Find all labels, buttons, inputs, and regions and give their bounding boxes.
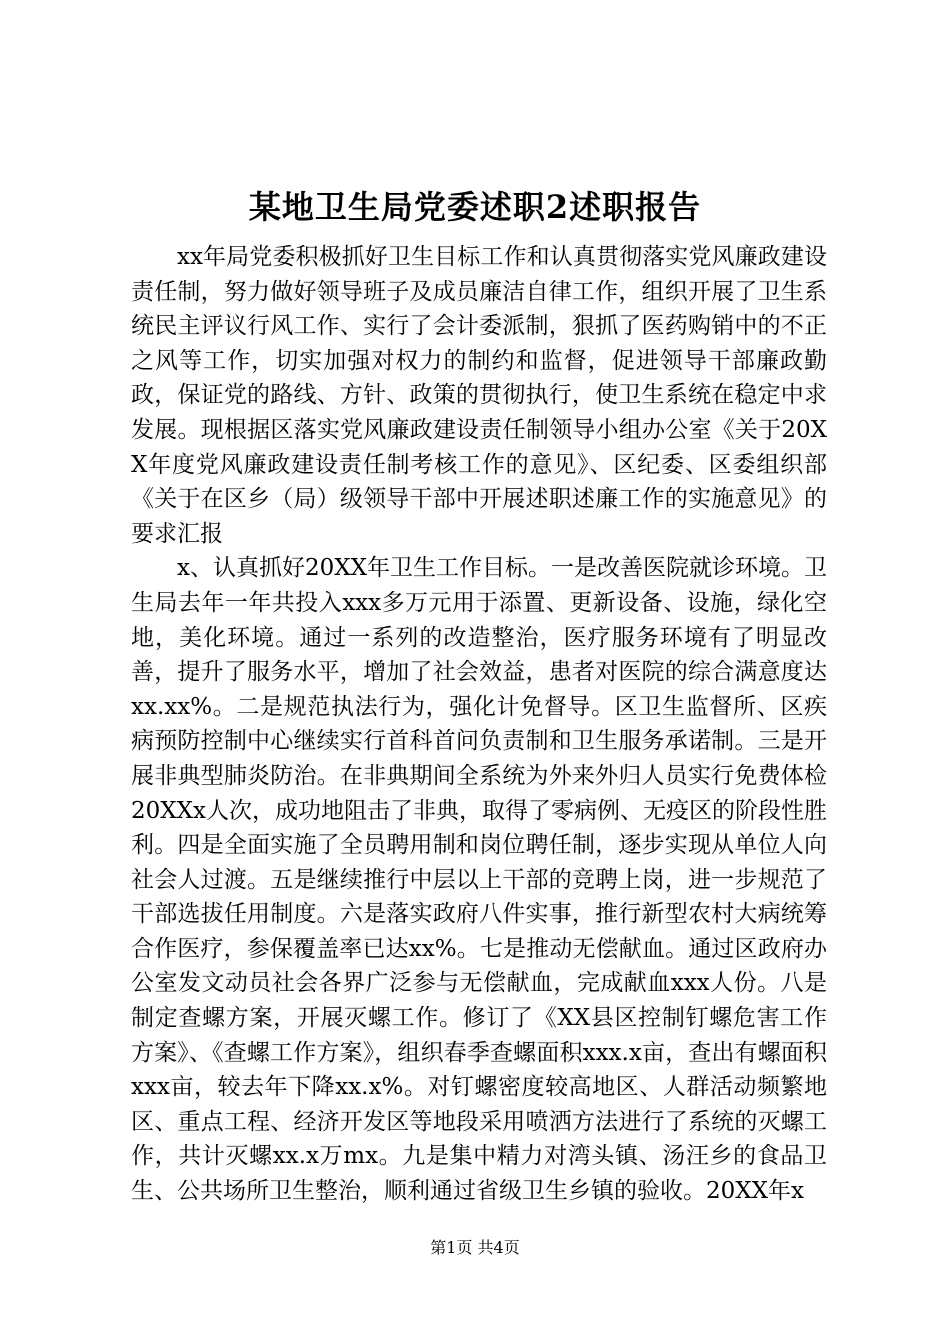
page-number-footer: 第1页 共4页 bbox=[430, 1238, 520, 1257]
document-title: 某地卫生局党委述职2述职报告 bbox=[248, 188, 702, 226]
document-body bbox=[131, 240, 827, 1209]
paragraph-work-goals: x、认真抓好20XX年卫生工作目标。一是改善医院就诊环境。卫生局去年一年共投入xxx多万元用于添置、更新设备、设施，绿化空地，美化环境。通过一系列的改造整治，医疗服务环境有了明显改善，提升了服务水平，增加了社会效益，患者对医院的综合满意度达xx.xx%。二是规范执法行为，强化计免督导。区卫生监督所、区疾病预防控制中心继续实行首科首问负责制和卫生服务承诺制。三是开展非典型肺炎防治。在非典期间全系统为外来外归人员实行免费体检20XXx人次，成功地阻击了非典，取得了零病例、无疫区的阶段性胜利。四是全面实施了全员聘用制和岗位聘任制，逐步实现从单位人向社会人过渡。五是继续推行中层以上干部的竞聘上岗，进一步规范了干部选拔任用制度。六是落实政府八件实事，推行新型农村大病统筹合作医疗，参保覆盖率已达xx%。七是推动无偿献血。通过区政府办公室发文动员社会各界广泛参与无偿献血，完成献血xxx人份。八是制定查螺方案，开展灭螺工作。修订了《XX县区控制钉螺危害工作方案》、《查螺工作方案》，组织春季查螺面积xxx.x亩，查出有螺面积xxx亩，较去年下降xx.x%。对钉螺密度较高地区、人群活动频繁地区、重点工程、经济开发区等地段采用喷洒方法进行了系统的灭螺工作，共计灭螺xx.x万mx。九是集中精力对湾头镇、汤汪乡的食品卫生、公共场所卫生整治，顺利通过省级卫生乡镇的验收。20XX年x bbox=[131, 555, 827, 1205]
paragraph-intro: xx年局党委积极抓好卫生目标工作和认真贯彻落实党风廉政建设责任制，努力做好领导班子及成员廉洁自律工作，组织开展了卫生系统民主评议行风工作、实行了会计委派制，狠抓了医药购销中的不正之风等工作，切实加强对权力的制约和监督，促进领导干部廉政勤政，保证党的路线、方针、政策的贯彻执行，使卫生系统在稳定中求发展。现根据区落实党风廉政建设责任制领导小组办公室《关于20XX年度党风廉政建设责任制考核工作的意见》、区纪委、区委组织部《关于在区乡（局）级领导干部中开展述职述廉工作的实施意见》的要求汇报 bbox=[131, 244, 827, 547]
